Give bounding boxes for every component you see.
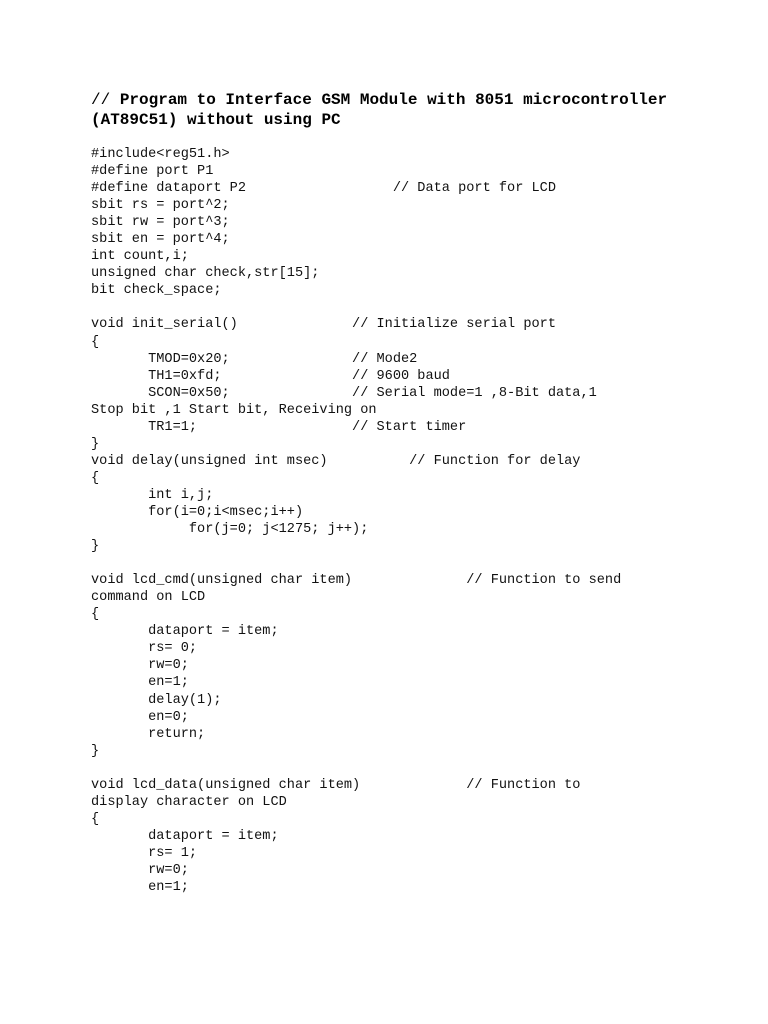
code-line: unsigned char check,str[15]; (91, 266, 320, 282)
code-line: { (91, 470, 100, 486)
code-line: sbit en = port^4; (91, 232, 230, 248)
code-line: #define port P1 (91, 164, 214, 180)
code-line: } (91, 743, 100, 759)
code-line: int i,j; (91, 487, 214, 503)
code-line: void init_serial() // Initialize serial port (91, 317, 556, 333)
code-line: for(j=0; j<1275; j++); (91, 522, 369, 538)
code-line: Stop bit ,1 Start bit, Receiving on (91, 402, 377, 418)
code-line: #include<reg51.h> (91, 147, 230, 162)
code-line: } (91, 436, 100, 452)
code-line: { (91, 607, 100, 623)
code-line: TR1=1; // Start timer (91, 419, 467, 435)
code-line (91, 760, 731, 777)
code-line: rs= 1; (91, 845, 198, 861)
code-line: dataport = item; (91, 624, 279, 640)
title-comment-marker: // (91, 91, 111, 109)
code-line (91, 299, 731, 316)
code-line: command on LCD (91, 590, 206, 606)
code-line: { (91, 811, 100, 827)
code-line: rw=0; (91, 862, 189, 878)
code-line: for(i=0;i<msec;i++) (91, 504, 304, 520)
document-title (91, 90, 711, 130)
code-line: void delay(unsigned int msec) // Function for delay (91, 453, 581, 469)
title-text: Program to Interface GSM Module with 8051 microcontroller (AT89C51) without using PC (91, 91, 668, 129)
code-line: delay(1); (91, 692, 222, 708)
code-line: rw=0; (91, 658, 189, 674)
code-line: void lcd_cmd(unsigned char item) // Function to send (91, 573, 622, 589)
code-line: TMOD=0x20; // Mode2 (91, 351, 418, 367)
code-listing (91, 146, 731, 896)
code-line: void lcd_data(unsigned char item) // Function to (91, 777, 581, 793)
code-line: int count,i; (91, 249, 189, 265)
code-line: TH1=0xfd; // 9600 baud (91, 368, 450, 384)
code-line: return; (91, 726, 206, 742)
code-line: #define dataport P2 // Data port for LCD (91, 181, 556, 197)
code-line: } (91, 539, 100, 555)
code-line: bit check_space; (91, 283, 222, 299)
code-line: rs= 0; (91, 641, 198, 657)
code-line: dataport = item; (91, 828, 279, 844)
code-line (91, 555, 731, 572)
code-line: display character on LCD (91, 794, 287, 810)
code-line: sbit rw = port^3; (91, 215, 230, 231)
code-line: SCON=0x50; // Serial mode=1 ,8-Bit data,1 (91, 385, 597, 401)
code-line: en=1; (91, 880, 189, 896)
code-line: en=1; (91, 675, 189, 691)
code-line: en=0; (91, 709, 189, 725)
code-line: sbit rs = port^2; (91, 198, 230, 214)
code-line: { (91, 334, 100, 350)
